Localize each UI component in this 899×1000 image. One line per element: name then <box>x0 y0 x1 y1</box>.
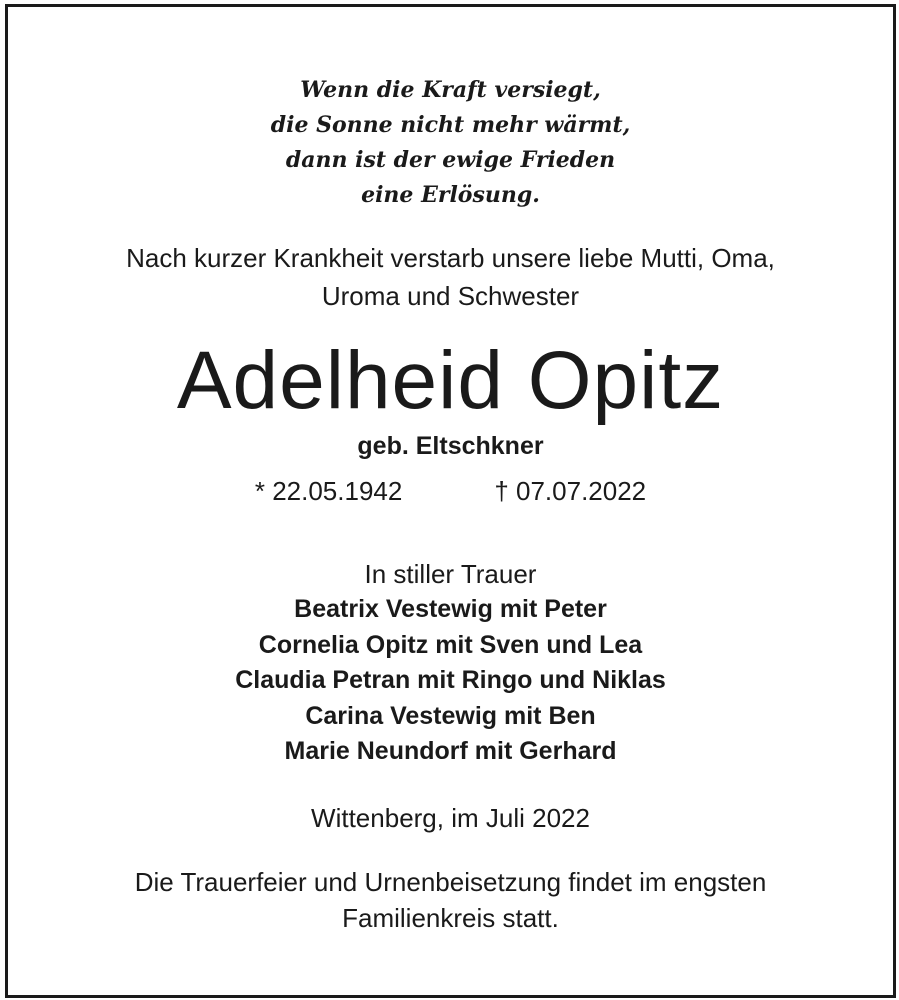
birth-date: * 22.05.1942 <box>254 476 403 506</box>
poem-line: Wenn die Kraft versiegt, <box>300 77 601 103</box>
intro-line: Nach kurzer Krankheit verstarb unsere liebe Mutti, Oma, <box>126 243 775 273</box>
notice-line: Familienkreis statt. <box>342 902 559 933</box>
mourner-name: Claudia Petran mit Ringo und Niklas <box>235 666 666 694</box>
intro-line: Uroma und Schwester <box>321 281 580 311</box>
place-date: Wittenberg, im Juli 2022 <box>311 802 590 833</box>
notice-line: Die Trauerfeier und Urnenbeisetzung findet im engsten <box>134 866 767 897</box>
deceased-name: Adelheid Opitz <box>176 335 725 426</box>
birth-name: geb. Eltschkner <box>357 432 544 460</box>
mourning-heading: In stiller Trauer <box>364 559 537 589</box>
poem-line: eine Erlösung. <box>361 182 540 208</box>
obituary-content <box>8 7 893 936</box>
mourner-name: Beatrix Vestewig mit Peter <box>294 595 607 623</box>
intro-text <box>8 239 893 315</box>
mourner-name: Cornelia Opitz mit Sven und Lea <box>258 630 643 659</box>
mourner-name: Carina Vestewig mit Ben <box>305 701 596 730</box>
poem-line: dann ist der ewige Frieden <box>285 147 616 173</box>
poem <box>8 73 893 213</box>
life-dates <box>8 473 893 509</box>
obituary-frame <box>5 4 896 998</box>
mourner-name: Marie Neundorf mit Gerhard <box>284 737 617 765</box>
mourner-list <box>8 592 893 770</box>
poem-line: die Sonne nicht mehr wärmt, <box>270 112 631 138</box>
death-date: † 07.07.2022 <box>494 476 647 506</box>
funeral-notice <box>8 864 893 936</box>
